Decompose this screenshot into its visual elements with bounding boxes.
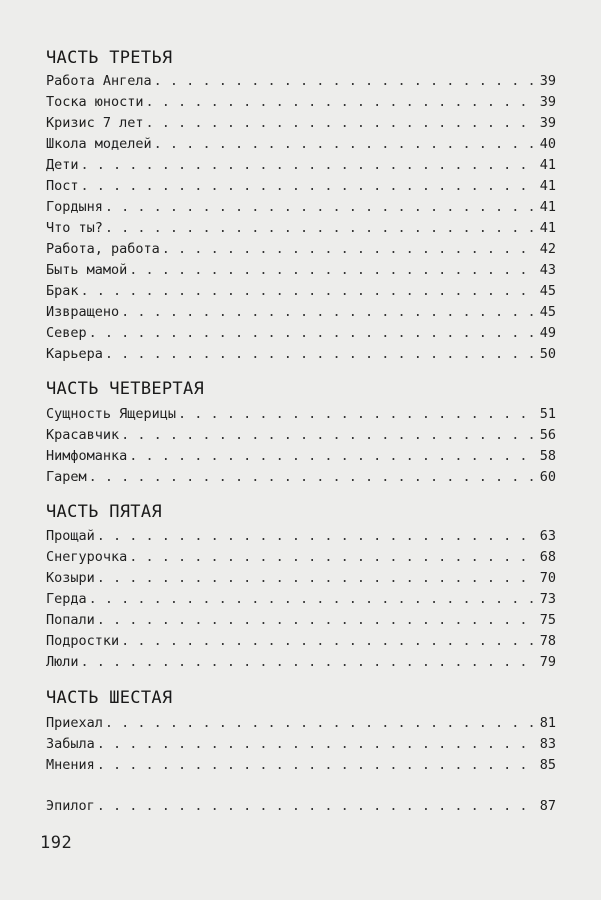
entry-title: Приехал bbox=[46, 715, 103, 731]
dot-leader bbox=[154, 71, 538, 92]
entry-page: 40 bbox=[539, 136, 556, 152]
dot-leader bbox=[129, 260, 537, 281]
toc-entry bbox=[46, 713, 556, 734]
entry-page: 45 bbox=[539, 304, 556, 320]
toc-entry bbox=[46, 92, 556, 113]
toc-entry bbox=[46, 239, 556, 260]
entry-page: 41 bbox=[539, 157, 556, 173]
entry-page: 73 bbox=[539, 591, 556, 607]
toc-entry bbox=[46, 302, 556, 323]
entry-title: Работа Ангела bbox=[46, 73, 152, 89]
dot-leader bbox=[121, 302, 538, 323]
entry-page: 41 bbox=[539, 178, 556, 194]
dot-leader bbox=[81, 652, 538, 673]
entry-title: Пост bbox=[46, 178, 79, 194]
entry-page: 50 bbox=[539, 346, 556, 362]
toc-entry bbox=[46, 568, 556, 589]
toc-entry-epilogue bbox=[46, 796, 556, 817]
entry-page: 81 bbox=[539, 715, 556, 731]
toc-entry bbox=[46, 734, 556, 755]
entry-title: Кризис 7 лет bbox=[46, 115, 144, 131]
toc-entry bbox=[46, 218, 556, 239]
dot-leader bbox=[129, 446, 537, 467]
dot-leader bbox=[97, 796, 538, 817]
entry-title: Тоска юности bbox=[46, 94, 144, 110]
dot-leader bbox=[105, 197, 538, 218]
dot-leader bbox=[89, 323, 538, 344]
entry-title: Попали bbox=[46, 612, 95, 628]
entry-title: Брак bbox=[46, 283, 79, 299]
toc-entry bbox=[46, 281, 556, 302]
entry-title: Извращено bbox=[46, 304, 120, 320]
dot-leader bbox=[89, 589, 538, 610]
dot-leader bbox=[129, 547, 537, 568]
entry-title: Козыри bbox=[46, 570, 95, 586]
entry-page: 70 bbox=[539, 570, 556, 586]
entry-title: Красавчик bbox=[46, 427, 120, 443]
dot-leader bbox=[97, 734, 538, 755]
entry-page: 39 bbox=[539, 94, 556, 110]
toc-entry bbox=[46, 610, 556, 631]
toc-entry bbox=[46, 631, 556, 652]
entry-title: Дети bbox=[46, 157, 79, 173]
toc-entry bbox=[46, 467, 556, 488]
toc-entry bbox=[46, 652, 556, 673]
entry-title: Подростки bbox=[46, 633, 120, 649]
entry-page: 85 bbox=[539, 757, 556, 773]
part-title: ЧАСТЬ ЧЕТВЕРТАЯ bbox=[46, 379, 205, 399]
entry-page: 49 bbox=[539, 325, 556, 341]
dot-leader bbox=[105, 344, 538, 365]
entry-title: Прощай bbox=[46, 528, 95, 544]
toc-entry bbox=[46, 260, 556, 281]
entry-title: Герда bbox=[46, 591, 87, 607]
entry-page: 87 bbox=[539, 798, 556, 814]
dot-leader bbox=[146, 92, 538, 113]
entry-page: 78 bbox=[539, 633, 556, 649]
toc-entry bbox=[46, 755, 556, 776]
entry-title: Нимфоманка bbox=[46, 448, 128, 464]
toc-entry bbox=[46, 344, 556, 365]
entry-page: 63 bbox=[539, 528, 556, 544]
entry-page: 79 bbox=[539, 654, 556, 670]
entry-page: 58 bbox=[539, 448, 556, 464]
toc-entry bbox=[46, 134, 556, 155]
entry-title: Гарем bbox=[46, 469, 87, 485]
toc-entry bbox=[46, 526, 556, 547]
entry-page: 83 bbox=[539, 736, 556, 752]
dot-leader bbox=[97, 568, 538, 589]
entry-title: Работа, работа bbox=[46, 241, 160, 257]
entry-page: 56 bbox=[539, 427, 556, 443]
entry-title: Мнения bbox=[46, 757, 95, 773]
dot-leader bbox=[146, 113, 538, 134]
entry-page: 75 bbox=[539, 612, 556, 628]
dot-leader bbox=[105, 713, 538, 734]
part-title: ЧАСТЬ ТРЕТЬЯ bbox=[46, 48, 173, 68]
dot-leader bbox=[89, 467, 538, 488]
dot-leader bbox=[162, 239, 538, 260]
dot-leader bbox=[121, 631, 538, 652]
entry-title: Забыла bbox=[46, 736, 95, 752]
entry-title: Север bbox=[46, 325, 87, 341]
entry-page: 41 bbox=[539, 199, 556, 215]
entry-title: Карьера bbox=[46, 346, 103, 362]
entry-title: Сущность Ящерицы bbox=[46, 406, 177, 422]
part-title: ЧАСТЬ ШЕСТАЯ bbox=[46, 688, 173, 708]
part-title: ЧАСТЬ ПЯТАЯ bbox=[46, 502, 162, 522]
dot-leader bbox=[121, 425, 538, 446]
entry-page: 45 bbox=[539, 283, 556, 299]
entry-title: Люли bbox=[46, 654, 79, 670]
entry-page: 60 bbox=[539, 469, 556, 485]
dot-leader bbox=[97, 526, 538, 547]
dot-leader bbox=[97, 755, 538, 776]
toc-entry bbox=[46, 113, 556, 134]
toc-entry bbox=[46, 589, 556, 610]
entry-title: Быть мамой bbox=[46, 262, 128, 278]
entry-page: 41 bbox=[539, 220, 556, 236]
dot-leader bbox=[97, 610, 538, 631]
toc-entry bbox=[46, 425, 556, 446]
dot-leader bbox=[154, 134, 538, 155]
page-number: 192 bbox=[40, 833, 73, 853]
entry-page: 51 bbox=[539, 406, 556, 422]
toc-entry bbox=[46, 197, 556, 218]
toc-entry bbox=[46, 71, 556, 92]
toc-entry bbox=[46, 446, 556, 467]
toc-entry bbox=[46, 547, 556, 568]
dot-leader bbox=[178, 404, 538, 425]
dot-leader bbox=[81, 155, 538, 176]
entry-title: Гордыня bbox=[46, 199, 103, 215]
toc-entry bbox=[46, 155, 556, 176]
toc-entry bbox=[46, 176, 556, 197]
entry-page: 43 bbox=[539, 262, 556, 278]
dot-leader bbox=[105, 218, 538, 239]
entry-title: Школа моделей bbox=[46, 136, 152, 152]
dot-leader bbox=[81, 176, 538, 197]
entry-page: 39 bbox=[539, 73, 556, 89]
entry-page: 68 bbox=[539, 549, 556, 565]
toc-entry bbox=[46, 323, 556, 344]
entry-page: 39 bbox=[539, 115, 556, 131]
entry-title: Что ты? bbox=[46, 220, 103, 236]
entry-title: Эпилог bbox=[46, 798, 95, 814]
entry-title: Снегурочка bbox=[46, 549, 128, 565]
entry-page: 42 bbox=[539, 241, 556, 257]
dot-leader bbox=[81, 281, 538, 302]
toc-entry bbox=[46, 404, 556, 425]
